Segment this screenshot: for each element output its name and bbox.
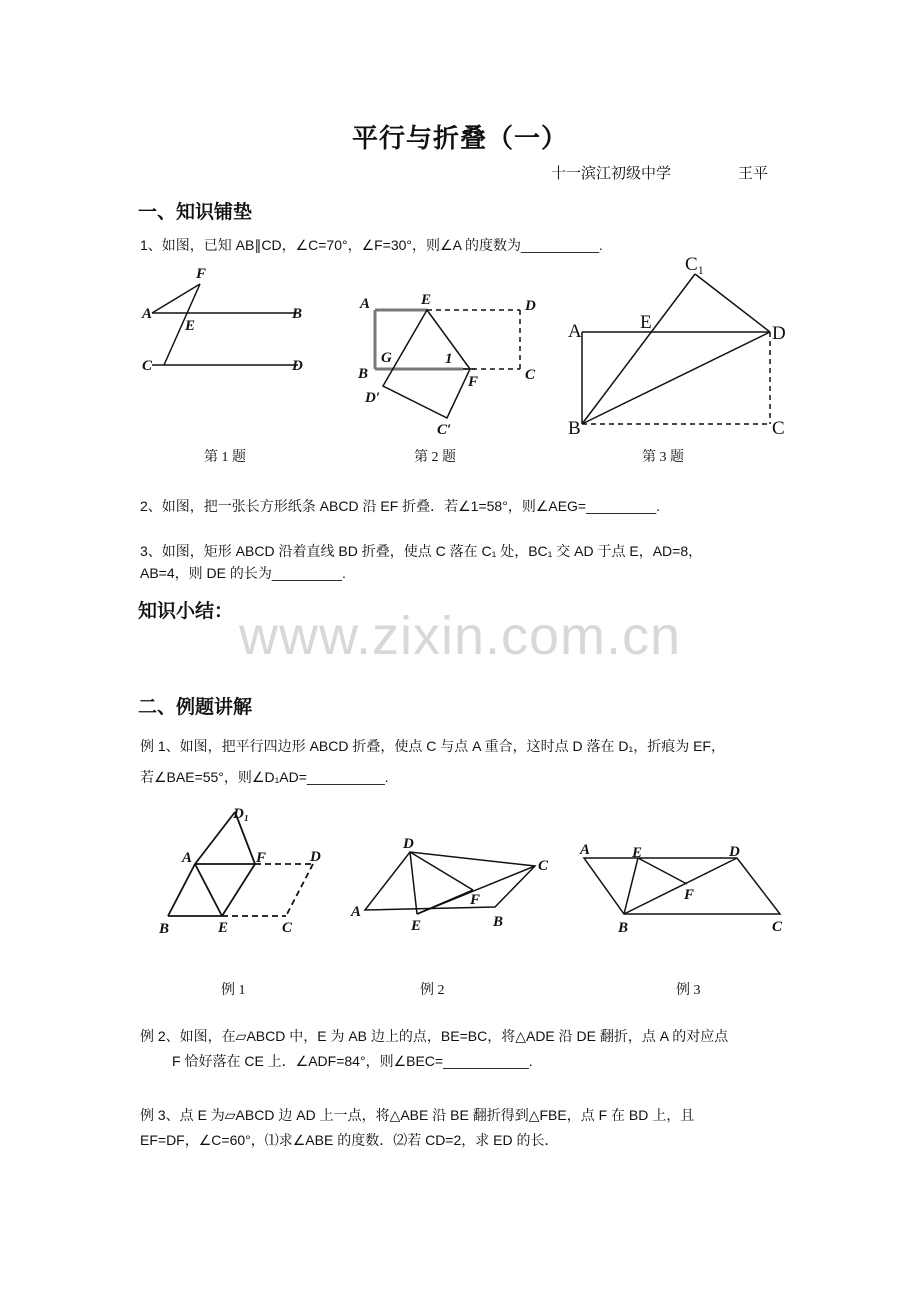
ex3-label-f: F (684, 887, 695, 903)
example-3-line-1: 例 3、点 E 为▱ABCD 边 AD 上一点，将△ABE 沿 BE 翻折得到△FBE，点 F 在 BD 上，且 (140, 1107, 695, 1123)
fig3-label-a: A (568, 321, 582, 342)
figure-q1 (130, 262, 320, 382)
question-3-line-1: 3、如图，矩形 ABCD 沿着直线 BD 折叠，使点 C 落在 C₁ 处，BC₁ 交 AD 于点 E，AD=8， (140, 543, 703, 559)
ex2-label-d: D (403, 836, 414, 852)
fig2-label-a: A (360, 296, 371, 312)
caption-fig-1: 第 1 题 (204, 450, 246, 465)
example-3-line-2: EF=DF，∠C=60°，⑴求∠ABE 的度数．⑵若 CD=2，求 ED 的长． (140, 1132, 559, 1148)
watermark: www.zixin.com.cn (238, 606, 682, 666)
example-2-line-2: F 恰好落在 CE 上．∠ADF=84°，则∠BEC=___________. (172, 1053, 533, 1069)
fig2-label-d-prime: D′ (365, 390, 381, 406)
page-title: 平行与折叠（一） (351, 124, 568, 154)
section-heading-1: 一、知识铺垫 (138, 201, 253, 223)
fig1-label-e: E (185, 318, 196, 334)
ex1-label-a: A (182, 850, 193, 866)
fig3-label-c: C (772, 418, 785, 439)
fig2-label-e: E (421, 292, 432, 308)
figure-example-2 (345, 832, 560, 942)
fig2-label-1: 1 (445, 351, 453, 367)
example-2-line-1: 例 2、如图，在▱ABCD 中，E 为 AB 边上的点，BE=BC，将△ADE 沿 DE 翻折，点 A 的对应点 (140, 1028, 729, 1044)
ex2-label-f: F (470, 892, 481, 908)
fig2-label-d: D (525, 298, 536, 314)
fig1-label-a: A (142, 306, 153, 322)
ex1-label-d1: D₁ (233, 806, 250, 822)
figure-q3 (562, 252, 792, 442)
fig1-label-b: B (292, 306, 303, 322)
ex1-label-e: E (218, 920, 229, 936)
ex2-label-b: B (493, 914, 504, 930)
example-1-line-1: 例 1、如图，把平行四边形 ABCD 折叠，使点 C 与点 A 重合，这时点 D 落在 D₁，折痕为 EF， (140, 738, 725, 754)
fig3-label-b: B (568, 418, 581, 439)
fig2-label-c: C (525, 367, 536, 383)
author-name: 王平 (738, 166, 769, 182)
ex1-label-d: D (310, 849, 321, 865)
fig1-label-c: C (142, 358, 153, 374)
summary-heading: 知识小结： (138, 600, 234, 622)
fig1-label-f: F (196, 266, 207, 282)
ex3-label-e: E (632, 845, 643, 861)
fig1-label-d: D (292, 358, 303, 374)
fig2-label-f: F (468, 374, 479, 390)
fig3-label-c1: C₁ (685, 254, 705, 275)
ex1-label-b: B (159, 921, 170, 937)
question-3-line-2: AB=4，则 DE 的长为_________. (140, 565, 346, 581)
question-1: 1、如图，已知 AB∥CD，∠C=70°，∠F=30°，则∠A 的度数为__________. (140, 237, 603, 253)
fig3-label-e: E (640, 312, 652, 333)
caption-fig-2: 第 2 题 (414, 450, 456, 465)
fig2-label-c-prime: C′ (437, 422, 452, 438)
fig3-label-d: D (772, 323, 786, 344)
example-1-line-2: 若∠BAE=55°，则∠D₁AD=__________. (140, 769, 389, 785)
caption-example-1: 例 1 (221, 983, 246, 998)
ex3-label-d: D (729, 844, 740, 860)
section-heading-2: 二、例题讲解 (138, 696, 253, 718)
fig2-label-g: G (381, 350, 392, 366)
caption-example-2: 例 2 (420, 983, 445, 998)
ex3-label-a: A (580, 842, 591, 858)
figure-example-1 (155, 805, 335, 940)
caption-example-3: 例 3 (676, 983, 701, 998)
ex2-label-c: C (538, 858, 549, 874)
ex2-label-a: A (351, 904, 362, 920)
caption-fig-3: 第 3 题 (642, 450, 684, 465)
figure-example-3 (572, 840, 794, 940)
ex1-label-c: C (282, 920, 293, 936)
ex2-label-e: E (411, 918, 422, 934)
school-name: 十一滨江初级中学 (551, 166, 672, 182)
ex3-label-b: B (618, 920, 629, 936)
fig2-label-b: B (358, 366, 369, 382)
question-2: 2、如图，把一张长方形纸条 ABCD 沿 EF 折叠．若∠1=58°，则∠AEG=_________. (140, 498, 661, 514)
ex1-label-f: F (256, 850, 267, 866)
ex3-label-c: C (772, 919, 783, 935)
figure-q2 (355, 288, 550, 438)
